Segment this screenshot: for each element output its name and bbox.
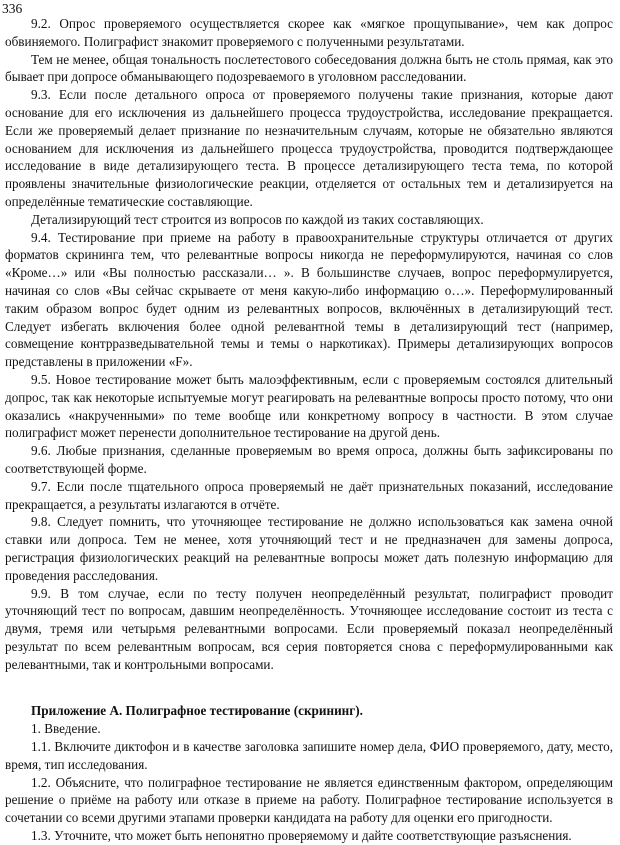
paragraph-9-7: 9.7. Если после тщательного опроса проверяемый не даёт признательных показаний, исследование прекращается, а результаты излагаются в отчёте. bbox=[5, 478, 613, 512]
paragraph-9-4: 9.4. Тестирование при приеме на работу в правоохранительные структуры отличается от других форматов скрининга тем, что релевантные вопросы никогда не переформулируются, начиная со слов «Кроме…» или «Вы полностью рассказали… ». В большинстве случаев, вопрос переформулируется, начиная со слов «Вы сейчас скрываете от меня какую-либо информацию о…». Переформулированный таким образом вопрос будет одним из релевантных вопросов, включённых в детализирующий тест. Следует избегать включения более одной релевантной темы в детализирующий тест (например, совмещение контрразведывательной темы и темы о наркотиках). Примеры детализирующих вопросов представлены в приложении «F». bbox=[5, 229, 613, 370]
appendix-item-1-2: 1.2. Объясните, что полиграфное тестирование не является единственным фактором, определяющим решение о приёме на работу или отказе в приеме на работу. Полиграфное тестирование используется в сочетании со всеми другими этапами проверки кандидата на работу для оценки его пригодности. bbox=[5, 774, 613, 826]
paragraph-9-3: 9.3. Если после детального опроса от проверяемого получены такие признания, которые дают основание для его исключения из дальнейшего процесса трудоустройства, исследование прекращается. Если же проверяемый делает признание по незначительным случаям, которые не обязательно являются основанием для исключения из дальнейшего процесса трудоустройства, проводится подтверждающее исследование в виде детализирующего теста. В процессе детализирующего теста тема, по которой проявлены значительные физиологические реакции, отделяется от остальных тем и детализируется на определённые тематические составляющие. bbox=[5, 87, 613, 209]
paragraph-9-2-continued: Тем не менее, общая тональность послетестового собеседования должна быть не столь прямая, как это бывает при допросе обманывающего подозреваемого в уголовном расследовании. bbox=[5, 51, 613, 85]
paragraph-9-9: 9.9. В том случае, если по тесту получен неопределённый результат, полиграфист проводит уточняющий тест по вопросам, давшим неопределённость. Уточняющее исследование состоит из теста с двумя, тремя или четырьмя релевантными вопросами. Если проверяемый показал неопределённый результат по всем релевантным вопросам, вся серия повторяется снова с переформулированными как релевантными, так и контрольными вопросами. bbox=[5, 585, 613, 672]
paragraph-9-8: 9.8. Следует помнить, что уточняющее тестирование не должно использоваться как замена очной ставки или допроса. Тем не менее, хотя уточняющий тест и не предназначен для замены допроса, регистрация физиологических реакций на релевантные вопросы может дать полезную информацию для проведения расследования. bbox=[5, 514, 613, 583]
appendix-heading: Приложение А. Полиграфное тестирование (скрининг). bbox=[31, 703, 363, 719]
appendix-item-1-1: 1.1. Включите диктофон и в качестве заголовка запишите номер дела, ФИО проверяемого, дату, место, время, тип исследования. bbox=[5, 739, 613, 772]
body-text bbox=[5, 15, 613, 845]
paragraph-9-2: 9.2. Опрос проверяемого осуществляется скорее как «мягкое прощупывание», чем как допрос обвиняемого. Полиграфист знакомит проверяемого с полученными результатами. bbox=[5, 16, 613, 49]
paragraph-9-6: 9.6. Любые признания, сделанные проверяемым во время опроса, должны быть зафиксированы по соответствующей форме. bbox=[5, 443, 613, 476]
appendix-item-1-3: 1.3. Уточните, что может быть непонятно проверяемому и дайте соответствующие разъяснения. bbox=[31, 828, 572, 844]
page-number: 336 bbox=[2, 1, 23, 16]
paragraph-9-5: 9.5. Новое тестирование может быть малоэффективным, если с проверяемым состоялся длительный допрос, так как некоторые испытуемые могут реагировать на релевантные вопросы просто потому, что они оказались «накрученными» по теме вообще или конкретному вопросу в частности. В этом случае полиграфист может перенести дополнительное тестирование на другой день. bbox=[5, 371, 613, 441]
appendix-item-1: 1. Введение. bbox=[31, 721, 101, 737]
paragraph-9-3-continued: Детализирующий тест строится из вопросов по каждой из таких составляющих. bbox=[31, 211, 484, 227]
